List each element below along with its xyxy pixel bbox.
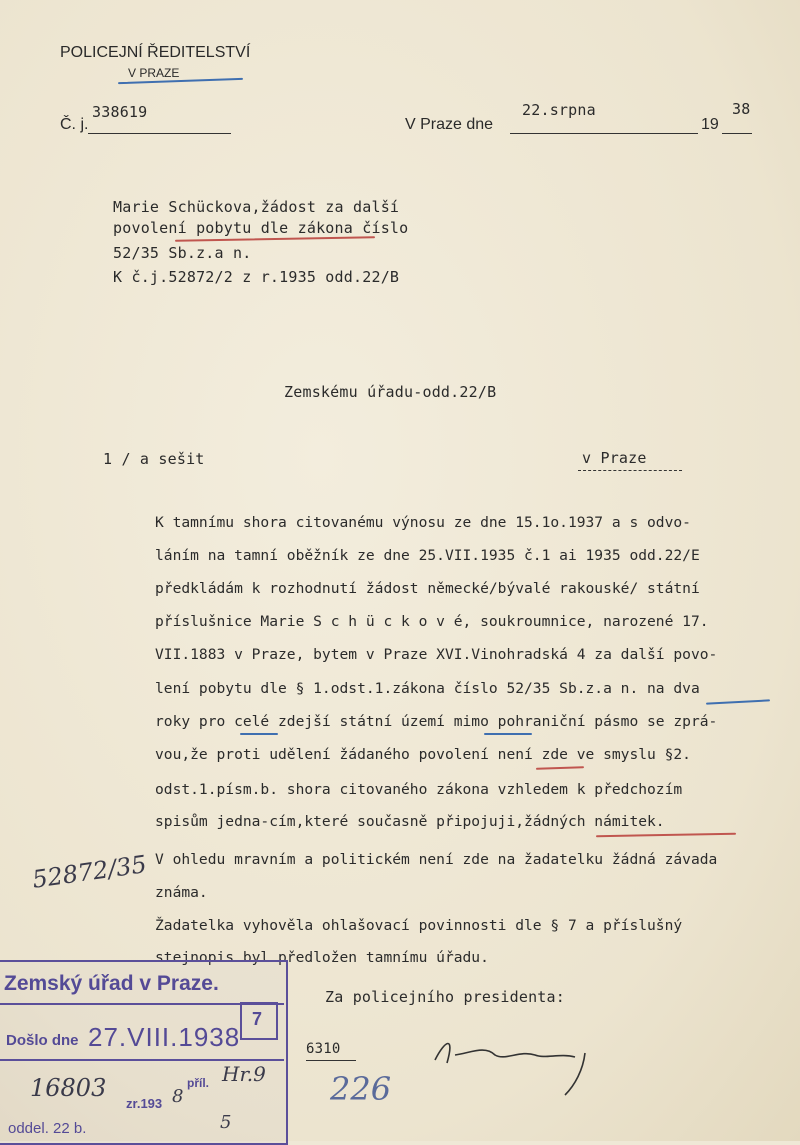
body-line: vou,že proti udělení žádaného povolení není zde ve smyslu §2.	[155, 746, 691, 763]
subject-line-1: Marie Schückova,žádost za další	[113, 198, 400, 216]
red-pencil-mark	[536, 766, 584, 770]
stamp-office: Zemský úřad v Praze.	[4, 972, 219, 995]
addressee: Zemskému úřadu-odd.22/B	[284, 383, 497, 401]
date-rule	[510, 133, 698, 134]
body-line: VII.1883 v Praze, bytem v Praze XVI.Vinohradská 4 za další povo-	[155, 646, 718, 663]
stamp-dept: oddel. 22 b.	[8, 1120, 87, 1137]
number-6310: 6310	[306, 1041, 341, 1057]
body-line: Žadatelka vyhověla ohlašovací povinnosti dle § 7 a příslušný	[155, 917, 683, 934]
city-rule	[578, 470, 682, 472]
stamp-box-number: 7	[252, 1009, 263, 1029]
attachment-note: 1 / a sešit	[103, 450, 205, 468]
stamp-box	[240, 1002, 278, 1040]
body-line: předkládám k rozhodnutí žádost německé/bývalé rakouské/ státní	[155, 580, 700, 597]
body-line: známa.	[155, 884, 208, 901]
body-line: spisům jedna-cím,které současně připojuji,žádných námitek.	[155, 813, 665, 830]
signature-line: Za policejního presidenta:	[325, 988, 565, 1006]
subject-line-2: povolení pobytu dle zákona číslo	[113, 219, 409, 237]
addressee-city: v Praze	[582, 449, 647, 467]
stamp-received-label: Došlo dne	[6, 1032, 79, 1049]
red-pencil-mark	[175, 236, 375, 241]
body-line: láním na tamní oběžník ze dne 25.VII.1935 č.1 ai 1935 odd.22/E	[155, 547, 700, 564]
body-line: příslušnice Marie S c h ü c k o v é, soukroumnice, narozené 17.	[155, 613, 709, 630]
stamp-pril-label: příl.	[187, 1076, 210, 1090]
stamp-count: 5	[220, 1112, 232, 1133]
place-label: V Praze dne	[405, 116, 494, 133]
year-rule	[722, 133, 752, 134]
stamp-zr-label: zr.193	[126, 1096, 163, 1111]
office-city: V PRAZE	[128, 66, 180, 80]
year-prefix: 19	[701, 116, 719, 133]
body-line: odst.1.písm.b. shora citovaného zákona vzhledem k předchozím	[155, 781, 683, 798]
subject-line-3: 52/35 Sb.z.a n.	[113, 244, 252, 262]
body-line: roky pro celé zdejší státní území mimo pohraniční pásmo se zprá-	[155, 713, 718, 730]
stamp-zr-year: 8	[172, 1086, 184, 1107]
stamp-initials: Hr.9	[222, 1062, 266, 1086]
blue-pencil-mark	[706, 699, 770, 704]
body-line: stejnopis byl předložen tamnímu úřadu.	[155, 949, 489, 966]
receipt-stamp	[0, 960, 288, 1145]
date: 22.srpna	[522, 101, 596, 119]
body-line: K tamnímu shora citovanému výnosu ze dne 15.1o.1937 a s odvo-	[155, 514, 691, 531]
number-rule	[306, 1060, 356, 1061]
office-name: POLICEJNÍ ŘEDITELSTVÍ	[60, 44, 251, 61]
blue-pencil-mark	[484, 733, 532, 735]
margin-note: 52872/35	[30, 850, 149, 894]
number-226: 226	[330, 1070, 392, 1108]
stamp-divider	[0, 1059, 284, 1061]
stamp-entry-number: 16803	[30, 1074, 107, 1102]
body-line: lení pobytu dle § 1.odst.1.zákona číslo 52/35 Sb.z.a n. na dva	[155, 680, 700, 697]
blue-pencil-mark	[240, 733, 278, 735]
subject-line-4: K č.j.52872/2 z r.1935 odd.22/B	[113, 268, 400, 286]
red-pencil-mark	[596, 833, 736, 837]
stamp-received-date: 27.VIII.1938	[88, 1022, 241, 1052]
signature	[425, 1025, 605, 1100]
year-suffix: 38	[732, 100, 751, 118]
ref-label: Č. j.	[60, 116, 89, 133]
ref-number: 338619	[92, 103, 148, 121]
ref-rule	[88, 133, 231, 134]
body-line: V ohledu mravním a politickém není zde na žadatelku žádná závada	[155, 851, 718, 868]
